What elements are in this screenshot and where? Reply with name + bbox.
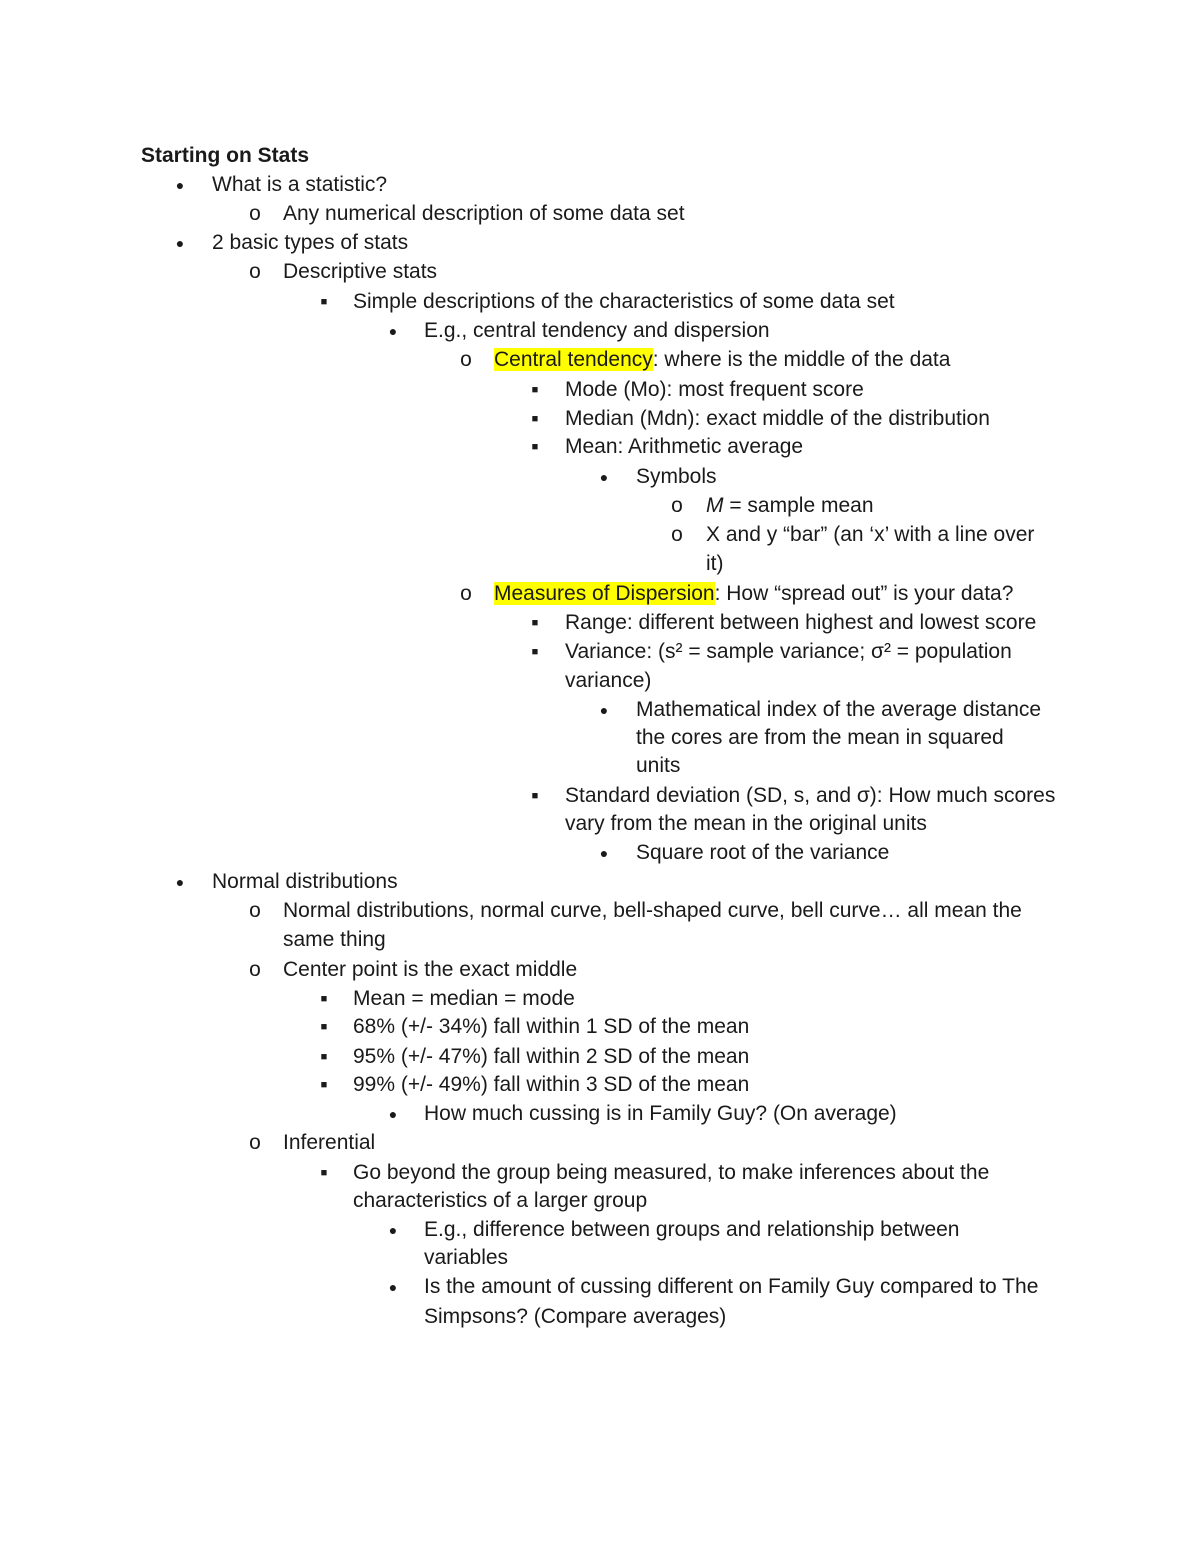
circle-marker: o — [460, 348, 472, 371]
circle-marker: o — [249, 260, 261, 283]
bullet-marker: ● — [175, 177, 185, 193]
list-item-central-tendency — [494, 346, 950, 374]
list-item-continuation: it) — [706, 552, 724, 575]
list-item: Center point is the exact middle — [283, 958, 578, 981]
square-marker: ■ — [320, 1167, 328, 1179]
list-item: Go beyond the group being measured, to make inferences about the — [353, 1161, 990, 1184]
bullet-marker: ● — [599, 845, 609, 861]
list-item-dispersion — [494, 580, 1013, 608]
square-marker: ■ — [320, 1079, 328, 1091]
circle-marker: o — [671, 523, 683, 546]
list-item: E.g., difference between groups and relationship between — [424, 1218, 960, 1241]
list-item-continuation: units — [636, 754, 681, 777]
highlighted-term: Central tendency — [494, 348, 653, 371]
bullet-marker: ● — [175, 874, 185, 890]
symbol-m: M — [706, 494, 724, 517]
circle-marker: o — [249, 958, 261, 981]
bullet-marker: ● — [175, 235, 185, 251]
square-marker: ■ — [531, 646, 539, 658]
list-item: Normal distributions, normal curve, bell-shaped curve, bell curve… all mean the — [283, 899, 1022, 922]
list-item-continuation: variance) — [565, 669, 652, 692]
document-title: Starting on Stats — [141, 144, 310, 167]
definition-text: = sample mean — [723, 494, 874, 517]
list-item: Standard deviation (SD, s, and σ): How much scores — [565, 784, 1056, 807]
circle-marker: o — [249, 202, 261, 225]
circle-marker: o — [249, 899, 261, 922]
square-marker: ■ — [320, 993, 328, 1005]
list-item: Median (Mdn): exact middle of the distribution — [565, 407, 990, 430]
list-item: Simple descriptions of the characteristics of some data set — [353, 290, 895, 313]
list-item-continuation: vary from the mean in the original units — [565, 812, 927, 835]
list-item: Square root of the variance — [636, 841, 890, 864]
list-item: Variance: (s² = sample variance; σ² = population — [565, 640, 1012, 663]
list-item: What is a statistic? — [212, 173, 388, 196]
list-item: X and y “bar” (an ‘x’ with a line over — [706, 523, 1035, 546]
square-marker: ■ — [531, 413, 539, 425]
square-marker: ■ — [531, 384, 539, 396]
bullet-marker: ● — [599, 469, 609, 485]
definition-text: : How “spread out” is your data? — [714, 582, 1014, 605]
list-item: 95% (+/- 47%) fall within 2 SD of the mean — [353, 1045, 750, 1068]
list-item: 99% (+/- 49%) fall within 3 SD of the mean — [353, 1073, 750, 1096]
list-item: 2 basic types of stats — [212, 231, 409, 254]
circle-marker: o — [671, 494, 683, 517]
list-item-continuation: the cores are from the mean in squared — [636, 726, 1004, 749]
list-item: Is the amount of cussing different on Family Guy compared to The — [424, 1275, 1039, 1298]
bullet-marker: ● — [388, 1222, 398, 1238]
square-marker: ■ — [320, 1051, 328, 1063]
list-item: Mathematical index of the average distance — [636, 698, 1042, 721]
square-marker: ■ — [531, 617, 539, 629]
definition-text: : where is the middle of the data — [652, 348, 951, 371]
list-item — [706, 492, 874, 520]
square-marker: ■ — [531, 441, 539, 453]
bullet-marker: ● — [599, 702, 609, 718]
list-item: Range: different between highest and lowest score — [565, 611, 1037, 634]
square-marker: ■ — [320, 1021, 328, 1033]
bullet-marker: ● — [388, 1279, 398, 1295]
square-marker: ■ — [320, 296, 328, 308]
list-item: 68% (+/- 34%) fall within 1 SD of the mean — [353, 1015, 750, 1038]
list-item: How much cussing is in Family Guy? (On average) — [424, 1102, 897, 1125]
list-item-continuation: variables — [424, 1246, 509, 1269]
highlighted-term: Measures of Dispersion — [494, 582, 715, 605]
list-item: Any numerical description of some data set — [283, 202, 685, 225]
list-item-continuation: Simpsons? (Compare averages) — [424, 1305, 727, 1328]
list-item-continuation: characteristics of a larger group — [353, 1189, 648, 1212]
list-item-continuation: same thing — [283, 928, 386, 951]
circle-marker: o — [249, 1131, 261, 1154]
list-item: Mean = median = mode — [353, 987, 575, 1010]
circle-marker: o — [460, 582, 472, 605]
square-marker: ■ — [531, 790, 539, 802]
list-item: E.g., central tendency and dispersion — [424, 319, 770, 342]
list-item: Mean: Arithmetic average — [565, 435, 804, 458]
list-item: Descriptive stats — [283, 260, 438, 283]
list-item: Symbols — [636, 465, 717, 488]
bullet-marker: ● — [388, 323, 398, 339]
list-item: Mode (Mo): most frequent score — [565, 378, 864, 401]
list-item: Normal distributions — [212, 870, 398, 893]
bullet-marker: ● — [388, 1106, 398, 1122]
list-item: Inferential — [283, 1131, 376, 1154]
